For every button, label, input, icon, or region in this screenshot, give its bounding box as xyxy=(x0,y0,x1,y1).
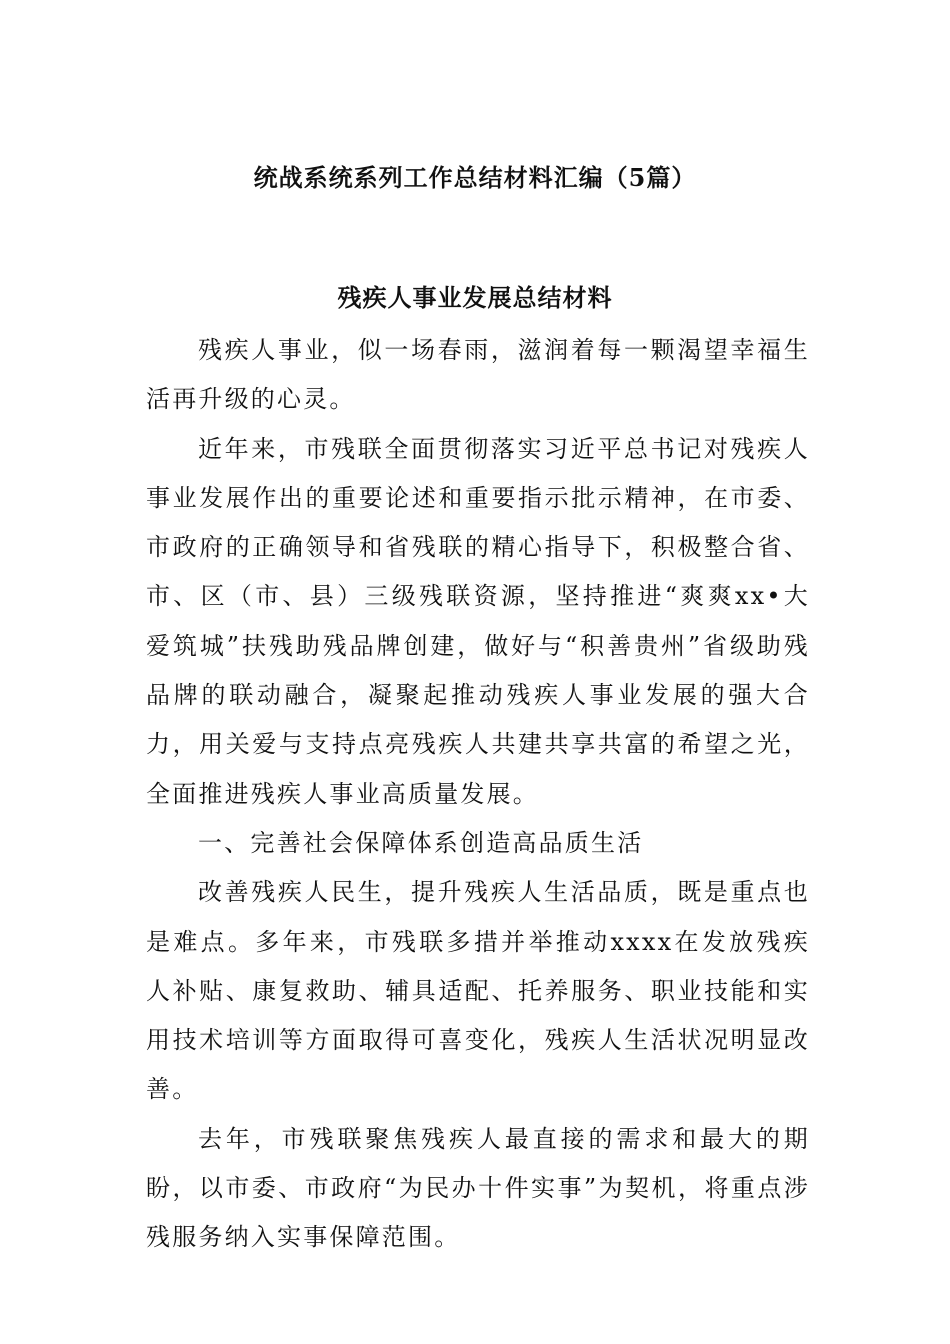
paragraph-last-year: 去年，市残联聚焦残疾人最直接的需求和最大的期盼，以市委、市政府“为民办十件实事”为契机，将重点涉残服务纳入实事保障范围。 xyxy=(146,1124,810,1252)
section-title: 残疾人事业发展总结材料 xyxy=(337,283,613,312)
paragraph-overview: 近年来，市残联全面贯彻落实习近平总书记对残疾人事业发展作出的重要论述和重要指示批示精神，在市委、市政府的正确领导和省残联的精心指导下，积极整合省、市、区（市、县）三级残联资源，坚持推进“爽爽xx•大爱筑城”扶残助残品牌创建，做好与“积善贵州”省级助残品牌的联动融合，凝聚起推动残疾人事业发展的强大合力，用关爱与支持点亮残疾人共建共享共富的希望之光，全面推进残疾人事业高质量发展。 xyxy=(146,434,810,808)
document-body xyxy=(146,326,810,1263)
document-title: 统战系统系列工作总结材料汇编（5篇） xyxy=(253,163,697,192)
heading-social-security: 一、完善社会保障体系创造高品质生活 xyxy=(198,828,644,857)
paragraph-intro: 残疾人事业，似一场春雨，滋润着每一颗渴望幸福生活再升级的心灵。 xyxy=(146,336,810,414)
paragraph-livelihood: 改善残疾人民生，提升残疾人生活品质，既是重点也是难点。多年来，市残联多措并举推动xxxx在发放残疾人补贴、康复救助、辅具适配、托养服务、职业技能和实用技术培训等方面取得可喜变化，残疾人生活状况明显改善。 xyxy=(146,878,810,1104)
